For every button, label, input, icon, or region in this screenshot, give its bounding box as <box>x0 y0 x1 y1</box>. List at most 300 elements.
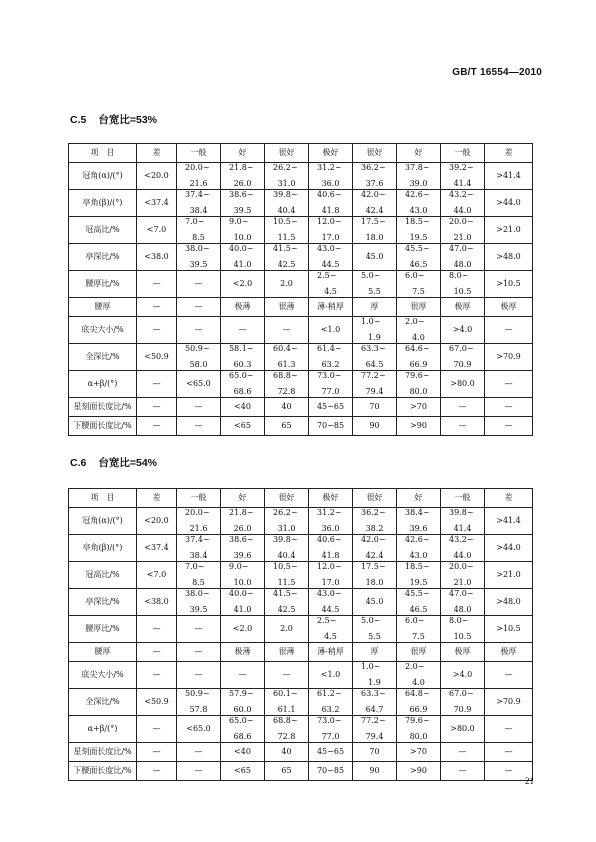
value-cell <box>309 562 353 589</box>
value-cell: <38.0 <box>137 244 177 271</box>
range-start: 9.0~ <box>229 217 249 226</box>
value-cell <box>309 716 353 743</box>
value-cell: — <box>137 716 177 743</box>
row-label: 全深比/% <box>69 689 137 716</box>
range-start: 39.8~ <box>273 535 298 544</box>
range-start: 20.0~ <box>449 217 474 226</box>
range-end: 66.9 <box>409 705 428 715</box>
value-cell <box>177 244 221 271</box>
value-cell: 70~85 <box>309 417 353 436</box>
range-end: 40.4 <box>277 551 296 561</box>
range-start: 45.5~ <box>405 589 430 598</box>
row-label: 下腰面长度比/% <box>69 417 137 436</box>
value-cell: >41.4 <box>485 163 533 190</box>
table-row <box>69 589 533 616</box>
range-end: 41.4 <box>453 179 472 189</box>
value-cell <box>441 344 485 371</box>
value-cell: — <box>177 762 221 781</box>
range-start: 42.6~ <box>405 190 430 199</box>
value-cell: — <box>137 298 177 317</box>
row-label: 底尖大小/% <box>69 317 137 344</box>
row-label: 亭深比/% <box>69 589 137 616</box>
value-cell: <65 <box>221 417 265 436</box>
range-start: 26.2~ <box>273 163 298 172</box>
range-start: 79.6~ <box>405 371 430 380</box>
value-cell: — <box>485 317 533 344</box>
value-cell: — <box>265 662 309 689</box>
value-cell <box>353 689 397 716</box>
range-end: 41.8 <box>321 206 340 216</box>
value-cell <box>221 535 265 562</box>
value-cell <box>177 508 221 535</box>
range-start: 64.6~ <box>405 344 430 353</box>
range-end: 80.0 <box>409 387 428 397</box>
value-cell <box>353 535 397 562</box>
value-cell: 40 <box>265 743 309 762</box>
range-end: 10.5 <box>453 632 472 642</box>
value-cell: — <box>485 398 533 417</box>
range-end: 41.0 <box>233 605 252 615</box>
value-cell <box>353 616 397 643</box>
value-cell <box>309 371 353 398</box>
header-grade: 很好 <box>265 144 309 163</box>
range-start: 8.0~ <box>449 271 469 280</box>
range-start: 65.0~ <box>229 716 254 725</box>
value-cell <box>353 163 397 190</box>
value-cell: >70 <box>397 743 441 762</box>
range-end: 61.1 <box>277 705 296 715</box>
range-end: 11.5 <box>277 233 296 243</box>
range-end: 60.0 <box>233 705 252 715</box>
value-cell <box>221 589 265 616</box>
value-cell <box>441 689 485 716</box>
table-row <box>69 344 533 371</box>
section-number: C.6 <box>70 457 87 469</box>
value-cell: 70 <box>353 743 397 762</box>
value-cell: — <box>485 662 533 689</box>
value-cell: 厚 <box>353 298 397 317</box>
value-cell <box>265 508 309 535</box>
value-cell: <20.0 <box>137 508 177 535</box>
section-heading: 台宽比=53% <box>98 114 157 126</box>
table-row <box>69 716 533 743</box>
section-number: C.5 <box>70 114 87 126</box>
value-cell <box>353 662 397 689</box>
range-start: 42.0~ <box>361 190 386 199</box>
value-cell: >44.0 <box>485 535 533 562</box>
table-row <box>69 662 533 689</box>
range-end: 31.0 <box>277 179 296 189</box>
row-label: 下腰面长度比/% <box>69 762 137 781</box>
value-cell <box>397 662 441 689</box>
range-start: 12.0~ <box>317 562 342 571</box>
value-cell: 厚 <box>353 643 397 662</box>
table-row <box>69 643 533 662</box>
value-cell: — <box>177 298 221 317</box>
value-cell <box>397 163 441 190</box>
range-end: 26.0 <box>233 179 252 189</box>
value-cell: >70 <box>397 398 441 417</box>
range-end: 68.6 <box>233 732 252 742</box>
value-cell: — <box>177 417 221 436</box>
table-row <box>69 417 533 436</box>
range-end: 46.5 <box>409 605 428 615</box>
section-c6-title <box>70 455 157 470</box>
table-row <box>69 271 533 298</box>
range-end: 60.3 <box>233 360 252 370</box>
range-end: 42.4 <box>365 206 384 216</box>
range-end: 42.5 <box>277 260 296 270</box>
range-end: 42.4 <box>365 551 384 561</box>
range-end: 19.5 <box>409 578 428 588</box>
table-row <box>69 244 533 271</box>
range-start: 31.2~ <box>317 508 342 517</box>
header-grade: 极好 <box>309 489 353 508</box>
range-end: 48.0 <box>453 605 472 615</box>
value-cell: 45~65 <box>309 743 353 762</box>
range-start: 68.8~ <box>273 371 298 380</box>
value-cell <box>221 163 265 190</box>
value-cell <box>265 562 309 589</box>
value-cell <box>353 716 397 743</box>
row-label: 亭角(β)/(°) <box>69 535 137 562</box>
value-cell <box>265 217 309 244</box>
row-label: 冠高比/% <box>69 217 137 244</box>
table-row <box>69 616 533 643</box>
value-cell <box>177 535 221 562</box>
value-cell <box>353 190 397 217</box>
range-end: 39.5 <box>189 605 208 615</box>
value-cell: — <box>485 417 533 436</box>
range-start: 60.4~ <box>273 344 298 353</box>
range-start: 58.1~ <box>229 344 254 353</box>
range-end: 17.0 <box>321 233 340 243</box>
value-cell: 45.0 <box>353 589 397 616</box>
value-cell: <2.0 <box>221 616 265 643</box>
range-end: 41.8 <box>321 551 340 561</box>
value-cell <box>309 535 353 562</box>
row-label: α+β/(°) <box>69 371 137 398</box>
range-start: 21.8~ <box>229 508 254 517</box>
table-row <box>69 762 533 781</box>
range-end: 4.5 <box>324 287 337 297</box>
range-start: 41.5~ <box>273 589 298 598</box>
table-row <box>69 689 533 716</box>
value-cell <box>397 716 441 743</box>
range-start: 37.4~ <box>185 190 210 199</box>
range-start: 38.6~ <box>229 190 254 199</box>
value-cell <box>221 716 265 743</box>
value-cell <box>353 508 397 535</box>
value-cell <box>441 190 485 217</box>
range-end: 44.0 <box>453 206 472 216</box>
row-label: 星刻面长度比/% <box>69 743 137 762</box>
value-cell: <65 <box>221 762 265 781</box>
row-label: 星刻面长度比/% <box>69 398 137 417</box>
value-cell <box>221 562 265 589</box>
range-end: 36.0 <box>321 179 340 189</box>
value-cell <box>221 244 265 271</box>
range-start: 38.0~ <box>185 589 210 598</box>
table-row <box>69 508 533 535</box>
table-row <box>69 371 533 398</box>
value-cell <box>441 616 485 643</box>
value-cell: <20.0 <box>137 163 177 190</box>
range-end: 1.9 <box>368 333 381 343</box>
range-end: 72.8 <box>277 732 296 742</box>
value-cell: 极薄 <box>221 643 265 662</box>
value-cell: >41.4 <box>485 508 533 535</box>
value-cell: 45~65 <box>309 398 353 417</box>
range-end: 64.5 <box>365 360 384 370</box>
header-grade: 差 <box>137 144 177 163</box>
value-cell <box>221 371 265 398</box>
value-cell <box>265 535 309 562</box>
range-end: 68.6 <box>233 387 252 397</box>
value-cell: 45.0 <box>353 244 397 271</box>
range-start: 38.0~ <box>185 244 210 253</box>
value-cell: <37.4 <box>137 535 177 562</box>
header-grade: 好 <box>397 144 441 163</box>
value-cell: — <box>137 762 177 781</box>
value-cell: >48.0 <box>485 589 533 616</box>
range-start: 43.2~ <box>449 535 474 544</box>
range-start: 26.2~ <box>273 508 298 517</box>
value-cell <box>177 217 221 244</box>
range-start: 60.1~ <box>273 689 298 698</box>
value-cell: >21.0 <box>485 562 533 589</box>
value-cell: <65.0 <box>177 716 221 743</box>
row-label: 腰厚 <box>69 298 137 317</box>
range-end: 1.9 <box>368 678 381 688</box>
value-cell: 很厚 <box>397 643 441 662</box>
value-cell: — <box>137 417 177 436</box>
value-cell: — <box>177 271 221 298</box>
value-cell <box>309 163 353 190</box>
range-end: 41.0 <box>233 260 252 270</box>
range-end: 43.0 <box>409 551 428 561</box>
value-cell <box>309 589 353 616</box>
value-cell <box>221 689 265 716</box>
value-cell <box>353 217 397 244</box>
row-label: 冠高比/% <box>69 562 137 589</box>
value-cell <box>441 217 485 244</box>
value-cell <box>397 190 441 217</box>
range-end: 10.0 <box>233 578 252 588</box>
range-start: 67.0~ <box>449 344 474 353</box>
value-cell <box>397 508 441 535</box>
value-cell <box>177 689 221 716</box>
range-end: 5.5 <box>368 632 381 642</box>
range-start: 20.0~ <box>185 163 210 172</box>
value-cell: 2.0 <box>265 616 309 643</box>
range-start: 37.8~ <box>405 163 430 172</box>
value-cell <box>265 371 309 398</box>
value-cell: <37.4 <box>137 190 177 217</box>
value-cell <box>353 271 397 298</box>
range-start: 42.0~ <box>361 535 386 544</box>
range-end: 44.0 <box>453 551 472 561</box>
value-cell <box>309 271 353 298</box>
value-cell: 65 <box>265 762 309 781</box>
range-end: 38.2 <box>365 524 384 534</box>
table-row <box>69 217 533 244</box>
range-end: 57.8 <box>189 705 208 715</box>
range-start: 42.6~ <box>405 535 430 544</box>
range-start: 2.5~ <box>317 616 337 625</box>
value-cell: >70.9 <box>485 344 533 371</box>
header-grade: 差 <box>485 489 533 508</box>
value-cell: 薄-稍厚 <box>309 643 353 662</box>
range-start: 38.6~ <box>229 535 254 544</box>
range-start: 7.0~ <box>185 217 205 226</box>
value-cell: — <box>485 762 533 781</box>
range-end: 64.7 <box>365 705 384 715</box>
value-cell <box>309 344 353 371</box>
value-cell <box>353 371 397 398</box>
table-c5 <box>68 143 533 436</box>
range-start: 21.8~ <box>229 163 254 172</box>
range-end: 39.5 <box>189 260 208 270</box>
range-start: 36.2~ <box>361 508 386 517</box>
value-cell: <7.0 <box>137 562 177 589</box>
range-end: 43.0 <box>409 206 428 216</box>
range-end: 36.0 <box>321 524 340 534</box>
range-start: 57.9~ <box>229 689 254 698</box>
range-start: 36.2~ <box>361 163 386 172</box>
value-cell: 极厚 <box>441 643 485 662</box>
value-cell: — <box>441 417 485 436</box>
value-cell: <1.0 <box>309 662 353 689</box>
range-start: 20.0~ <box>449 562 474 571</box>
value-cell <box>397 371 441 398</box>
range-start: 41.5~ <box>273 244 298 253</box>
value-cell: 很厚 <box>397 298 441 317</box>
range-end: 72.8 <box>277 387 296 397</box>
value-cell <box>397 562 441 589</box>
value-cell: — <box>441 743 485 762</box>
range-start: 40.0~ <box>229 244 254 253</box>
range-start: 7.0~ <box>185 562 205 571</box>
value-cell: >4.0 <box>441 317 485 344</box>
header-grade: 一般 <box>441 144 485 163</box>
range-end: 8.5 <box>192 233 205 243</box>
header-grade: 差 <box>485 144 533 163</box>
value-cell <box>265 716 309 743</box>
range-end: 79.4 <box>365 387 384 397</box>
range-end: 37.6 <box>365 179 384 189</box>
range-end: 42.5 <box>277 605 296 615</box>
header-item: 项 目 <box>69 489 137 508</box>
value-cell: >90 <box>397 762 441 781</box>
row-label: 亭角(β)/(°) <box>69 190 137 217</box>
standard-code: GB/T 16554—2010 <box>452 67 542 78</box>
range-start: 50.9~ <box>185 689 210 698</box>
range-start: 77.2~ <box>361 716 386 725</box>
value-cell <box>397 689 441 716</box>
table-row <box>69 398 533 417</box>
page-number: 21 <box>525 776 534 786</box>
range-start: 47.0~ <box>449 589 474 598</box>
value-cell <box>265 244 309 271</box>
header-grade: 很好 <box>265 489 309 508</box>
section-c5-title <box>70 112 157 127</box>
range-end: 61.3 <box>277 360 296 370</box>
row-label: 腰厚 <box>69 643 137 662</box>
range-start: 10.5~ <box>273 217 298 226</box>
range-start: 9.0~ <box>229 562 249 571</box>
value-cell: 很薄 <box>265 643 309 662</box>
value-cell <box>177 163 221 190</box>
range-end: 70.9 <box>453 360 472 370</box>
value-cell: 极薄 <box>221 298 265 317</box>
value-cell <box>397 271 441 298</box>
value-cell <box>397 589 441 616</box>
value-cell: >10.5 <box>485 616 533 643</box>
range-end: 17.0 <box>321 578 340 588</box>
range-end: 7.5 <box>412 287 425 297</box>
value-cell <box>265 589 309 616</box>
table-row <box>69 298 533 317</box>
range-end: 70.9 <box>453 705 472 715</box>
range-end: 46.5 <box>409 260 428 270</box>
value-cell: <40 <box>221 743 265 762</box>
range-end: 58.0 <box>189 360 208 370</box>
value-cell: — <box>137 743 177 762</box>
value-cell <box>353 562 397 589</box>
range-start: 38.4~ <box>405 508 430 517</box>
value-cell <box>309 689 353 716</box>
range-end: 39.5 <box>233 206 252 216</box>
value-cell: 90 <box>353 417 397 436</box>
value-cell <box>309 190 353 217</box>
range-end: 18.0 <box>365 233 384 243</box>
value-cell: >48.0 <box>485 244 533 271</box>
range-end: 10.0 <box>233 233 252 243</box>
range-end: 63.2 <box>321 360 340 370</box>
range-end: 4.5 <box>324 632 337 642</box>
range-end: 4.0 <box>412 678 425 688</box>
range-start: 17.5~ <box>361 217 386 226</box>
value-cell: 极厚 <box>485 643 533 662</box>
section-heading: 台宽比=54% <box>98 457 157 469</box>
value-cell <box>265 689 309 716</box>
range-start: 61.2~ <box>317 689 342 698</box>
range-start: 43.0~ <box>317 589 342 598</box>
value-cell <box>309 244 353 271</box>
range-end: 39.6 <box>409 524 428 534</box>
range-start: 10.5~ <box>273 562 298 571</box>
value-cell: 40 <box>265 398 309 417</box>
value-cell: — <box>177 317 221 344</box>
value-cell: — <box>177 643 221 662</box>
range-end: 5.5 <box>368 287 381 297</box>
value-cell: >70.9 <box>485 689 533 716</box>
value-cell <box>265 344 309 371</box>
range-start: 50.9~ <box>185 344 210 353</box>
range-start: 8.0~ <box>449 616 469 625</box>
value-cell: <50.9 <box>137 689 177 716</box>
table-row <box>69 317 533 344</box>
value-cell: — <box>137 616 177 643</box>
range-start: 5.0~ <box>361 271 381 280</box>
range-end: 77.0 <box>321 732 340 742</box>
header-grade: 很好 <box>353 144 397 163</box>
value-cell <box>397 616 441 643</box>
header-grade: 好 <box>397 489 441 508</box>
value-cell: 薄-稍厚 <box>309 298 353 317</box>
range-start: 37.4~ <box>185 535 210 544</box>
